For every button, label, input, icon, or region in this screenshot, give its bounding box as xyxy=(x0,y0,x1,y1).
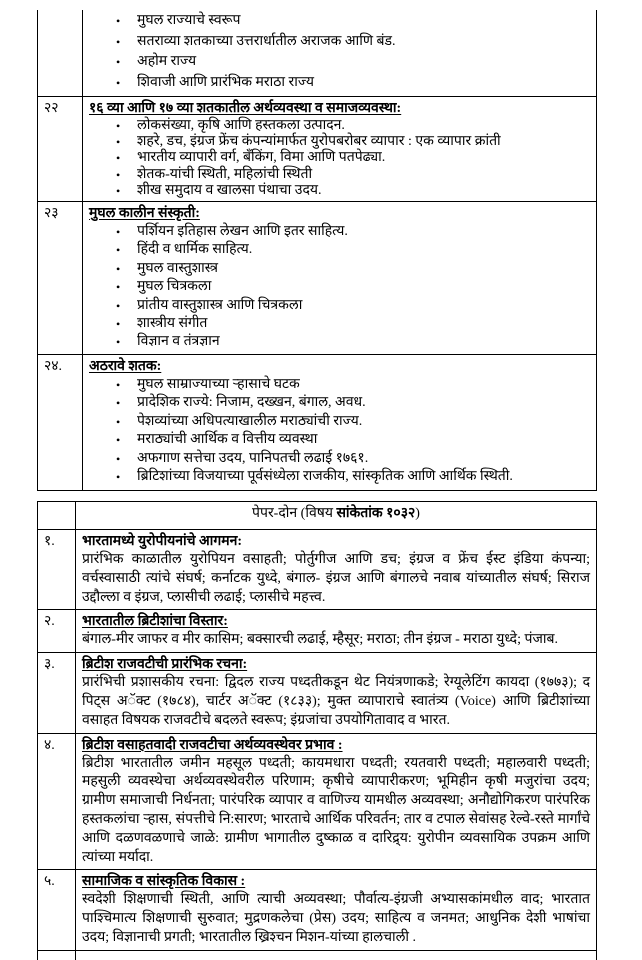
bullet-text: मुघल चित्रकला xyxy=(137,279,212,295)
topic-row-23 xyxy=(38,202,597,355)
bullet-item xyxy=(89,52,590,73)
bullet-icon: • xyxy=(116,414,121,429)
item-content-cell xyxy=(76,610,597,653)
item-content-cell xyxy=(76,653,597,733)
item-number-cell: ३. xyxy=(38,653,76,733)
bullet-icon: • xyxy=(116,183,121,198)
item-content-cell xyxy=(76,951,597,960)
item-content-cell xyxy=(76,870,597,950)
bullet-item xyxy=(89,183,590,199)
bullet-text: अहोम राज्य xyxy=(137,54,197,69)
bullet-text: लोकसंख्या, कृषि आणि हस्तकला उत्पादन. xyxy=(137,118,345,133)
paper-two-row-partial xyxy=(38,951,597,960)
bullet-icon: • xyxy=(116,378,121,393)
bullet-text: पेशव्यांच्या अधिपत्याखालील मराठ्यांची राज्य. xyxy=(137,413,363,429)
bullet-text: विज्ञान व तंत्रज्ञान xyxy=(137,334,220,350)
bullet-text: मराठ्यांची आर्थिक व वित्तीय व्यवस्था xyxy=(137,432,318,448)
item-number-cell: ४. xyxy=(38,734,76,871)
bullet-text: शास्त्रीय संगीत xyxy=(137,316,208,332)
bullet-item xyxy=(89,278,590,296)
bullet-icon: • xyxy=(116,396,121,411)
bullet-icon: • xyxy=(116,225,121,240)
bullet-icon: • xyxy=(116,433,121,448)
bullet-item xyxy=(89,11,590,32)
bullet-icon: • xyxy=(116,451,121,466)
bullet-text: भारतीय व्यापारी वर्ग, बँकिंग, विमा आणि पतपेढ्या. xyxy=(137,150,386,166)
topic-content-cell xyxy=(83,10,597,97)
item-body-text: प्रारंभिक काळातील युरोपियन वसाहती; पोर्तुगीज आणि डच; इंग्रज व फ्रेंच ईस्ट इंडिया कंपन्या; वर्चस्वासाठी त्यांचे संघर्ष; कर्नाटक युध्दे, बंगाल- इंग्रज आणि बंगालचे नवाब यांच्यातील संघर्ष; सिराज उद्दौल्ला व इंग्रज, प्लासीची लढाई; प्लासीचे महत्त्व. xyxy=(82,552,590,605)
item-number-cell: १. xyxy=(38,530,76,610)
bullet-icon: • xyxy=(116,119,121,133)
bullet-item xyxy=(89,297,590,315)
topic-content-cell xyxy=(83,97,597,202)
paper-two-row-2 xyxy=(38,610,597,653)
topic-row-continuation xyxy=(38,10,597,97)
item-heading: सामाजिक व सांस्कृतिक विकास : xyxy=(82,874,246,890)
bullet-text: मुघल वास्तुशास्त्र xyxy=(137,260,218,276)
topic-heading: मुघल कालीन संस्कृती: xyxy=(89,206,200,222)
bullet-icon: • xyxy=(116,317,121,332)
item-heading: ब्रिटीश राजवटीची प्रारंभिक रचना: xyxy=(82,657,248,673)
bullet-icon: • xyxy=(116,34,121,49)
bullet-text: मुघल राज्याचे स्वरूप xyxy=(137,13,241,28)
bullet-item xyxy=(89,118,590,134)
bullet-icon: • xyxy=(116,135,121,150)
bullet-icon: • xyxy=(116,151,121,166)
bullet-item xyxy=(89,241,590,259)
bullet-item xyxy=(89,260,590,278)
paper-two-row-3 xyxy=(38,653,597,733)
item-number-cell xyxy=(38,951,76,960)
item-heading: भारतामध्ये युरोपीयनांचे आगमन: xyxy=(82,534,243,550)
bullet-icon: • xyxy=(116,298,121,313)
bullet-text: शिवाजी आणि प्रारंभिक मराठा राज्य xyxy=(137,74,315,90)
item-number-cell: २. xyxy=(38,610,76,653)
bullet-text: शहरे, डच, इंग्रज फ्रेंच कंपन्यांमार्फत युरोपबरोबर व्यापार : एक व्यापार क्रांती xyxy=(137,134,501,150)
paper-two-subject-code: सांकेतांक १०३२ xyxy=(336,506,416,522)
paper-two-row-1 xyxy=(38,530,597,610)
bullet-text: हिंदी व धार्मिक साहित्य. xyxy=(137,242,253,258)
topic-row-22 xyxy=(38,97,597,202)
bullet-item xyxy=(89,73,590,94)
paper-two-title-prefix: पेपर-दोन (विषय xyxy=(252,506,337,522)
bullet-item xyxy=(89,468,590,486)
bullet-text: सतराव्या शतकाच्या उत्तरार्धातील अराजक आणि बंड. xyxy=(137,33,396,49)
item-content-cell xyxy=(76,530,597,610)
topic-number-cell: २४. xyxy=(38,355,83,491)
bullet-item xyxy=(89,32,590,53)
bullet-item xyxy=(89,315,590,333)
bullet-text: मुघल साम्राज्याच्या ऱ्हासाचे घटक xyxy=(137,377,300,393)
topic-content-cell xyxy=(83,202,597,355)
bullet-icon: • xyxy=(116,243,121,258)
bullet-icon: • xyxy=(116,14,121,28)
bullet-item xyxy=(89,167,590,183)
paper-one-topics-table xyxy=(37,10,597,491)
paper-two-header-row xyxy=(38,502,597,530)
item-content-cell xyxy=(76,734,597,871)
bullet-item xyxy=(89,450,590,468)
document-content xyxy=(37,10,597,960)
bullet-icon: • xyxy=(116,75,121,90)
bullet-icon: • xyxy=(116,261,121,276)
item-number-cell: ५. xyxy=(38,870,76,950)
bullet-text: शेतक-यांची स्थिती, महिलांची स्थिती xyxy=(137,166,313,182)
paper-two-table xyxy=(37,501,597,960)
bullet-item xyxy=(89,150,590,166)
paper-two-row-4 xyxy=(38,734,597,871)
bullet-icon: • xyxy=(116,55,121,69)
bullet-item xyxy=(89,223,590,241)
bullet-item xyxy=(89,431,590,449)
bullet-text: पर्शियन इतिहास लेखन आणि इतर साहित्य. xyxy=(137,224,348,240)
item-heading: भारतातील ब्रिटीशांचा विस्तार: xyxy=(82,614,228,630)
item-body-text: बंगाल-मीर जाफर व मीर कासिम; बक्सारची लढाई, म्हैसूर; मराठा; तीन इंग्रज - मराठा युध्दे; पंजाब. xyxy=(82,632,558,648)
topic-number-cell: २३ xyxy=(38,202,83,355)
topic-heading: अठरावे शतक: xyxy=(89,359,162,375)
bullet-icon: • xyxy=(116,280,121,295)
bullet-item xyxy=(89,134,590,150)
item-body-text: प्रारंभिची प्रशासकीय रचना: द्विदल राज्य पध्दतीकडून थेट नियंत्रणाकडे; रेग्यूलेटिंग कायदा (१७७३); द पिट्स अॅक्ट (१७८४), चार्टर अॅक्ट (१८३३); मुक्त व्यापाराचे स्वातंत्र्य (Voice) आणि ब्रिटीशांच्या वसाहत विषयक राजवटीचे बदलते स्वरूप; इंग्रजांचा उपयोगितावाद व भारत. xyxy=(82,675,590,728)
paper-two-title-suffix: ) xyxy=(415,506,420,522)
bullet-text: ब्रिटिशांच्या विजयाच्या पूर्वसंध्येला राजकीय, सांस्कृतिक आणि आर्थिक स्थिती. xyxy=(137,469,513,485)
bullet-item xyxy=(89,413,590,431)
bullet-icon: • xyxy=(116,167,121,182)
bullet-icon: • xyxy=(116,470,121,485)
bullet-icon: • xyxy=(116,335,121,350)
bullet-item xyxy=(89,333,590,351)
bullet-item xyxy=(89,376,590,394)
topic-heading: १६ व्या आणि १७ व्या शतकातील अर्थव्यवस्था व समाजव्यवस्था: xyxy=(89,101,402,116)
bullet-text: प्रांतीय वास्तुशास्त्र आणि चित्रकला xyxy=(137,297,303,313)
item-heading: ब्रिटीश वसाहतवादी राजवटीचा अर्थव्यवस्थेवर प्रभाव : xyxy=(82,737,343,753)
bullet-item xyxy=(89,394,590,412)
item-body-text: ब्रिटीश भारतातील जमीन महसूल पध्दती; कायमधारा पध्दती; रयतवारी पध्दती; महालवारी पध्दती; महसुली व्यवस्थेचा अर्थव्यवस्थेवरील परिणाम; कृषीचे व्यापारीकरण; भूमिहीन कृषी मजुरांचा उदय; ग्रामीण समाजाची निर्धनता; पारंपरिक व्यापार व वाणिज्य यामधील अव्यवस्था; अनौद्योगिकरण पारंपरिक हस्तकलांचा ऱ्हास, संपत्तीचे नि:सारण; भारताचे आर्थिक परिवर्तन; तार व टपाल सेवांसह रेल्वे-रस्ते मार्गांचे आणि दळणवळणाचे जाळे: ग्रामीण भागातील दुष्काळ व दारिद्र्य: युरोपीन व्यवसायिक उपक्रम आणि त्यांच्या मर्यादा. xyxy=(82,755,590,865)
topic-row-24 xyxy=(38,355,597,491)
paper-two-row-5 xyxy=(38,870,597,950)
topic-number-cell xyxy=(38,10,83,97)
item-body-text: स्वदेशी शिक्षणाची स्थिती, आणि त्याची अव्यवस्था; पौर्वात्य-इंग्रजी अभ्यासकांमधील वाद; भारतात पाश्चिमात्य शिक्षणाची सुरुवात; मुद्रणकलेचा (प्रेस) उदय; साहित्य व जनमत; आधुनिक देशी भाषांचा उदय; विज्ञानाची प्रगती; भारतातील ख्रिश्चन मिशन-यांच्या हालचाली . xyxy=(82,892,590,945)
header-number-cell xyxy=(38,502,76,530)
bullet-text: अफगाण सत्तेचा उदय, पानिपतची लढाई १७६१. xyxy=(137,450,369,466)
paper-two-title xyxy=(76,502,597,530)
topic-number-cell: २२ xyxy=(38,97,83,202)
bullet-text: शीख समुदाय व खालसा पंथाचा उदय. xyxy=(137,182,322,198)
topic-content-cell xyxy=(83,355,597,491)
bullet-text: प्रादेशिक राज्ये: निजाम, दख्खन, बंगाल, अवध. xyxy=(137,395,366,411)
